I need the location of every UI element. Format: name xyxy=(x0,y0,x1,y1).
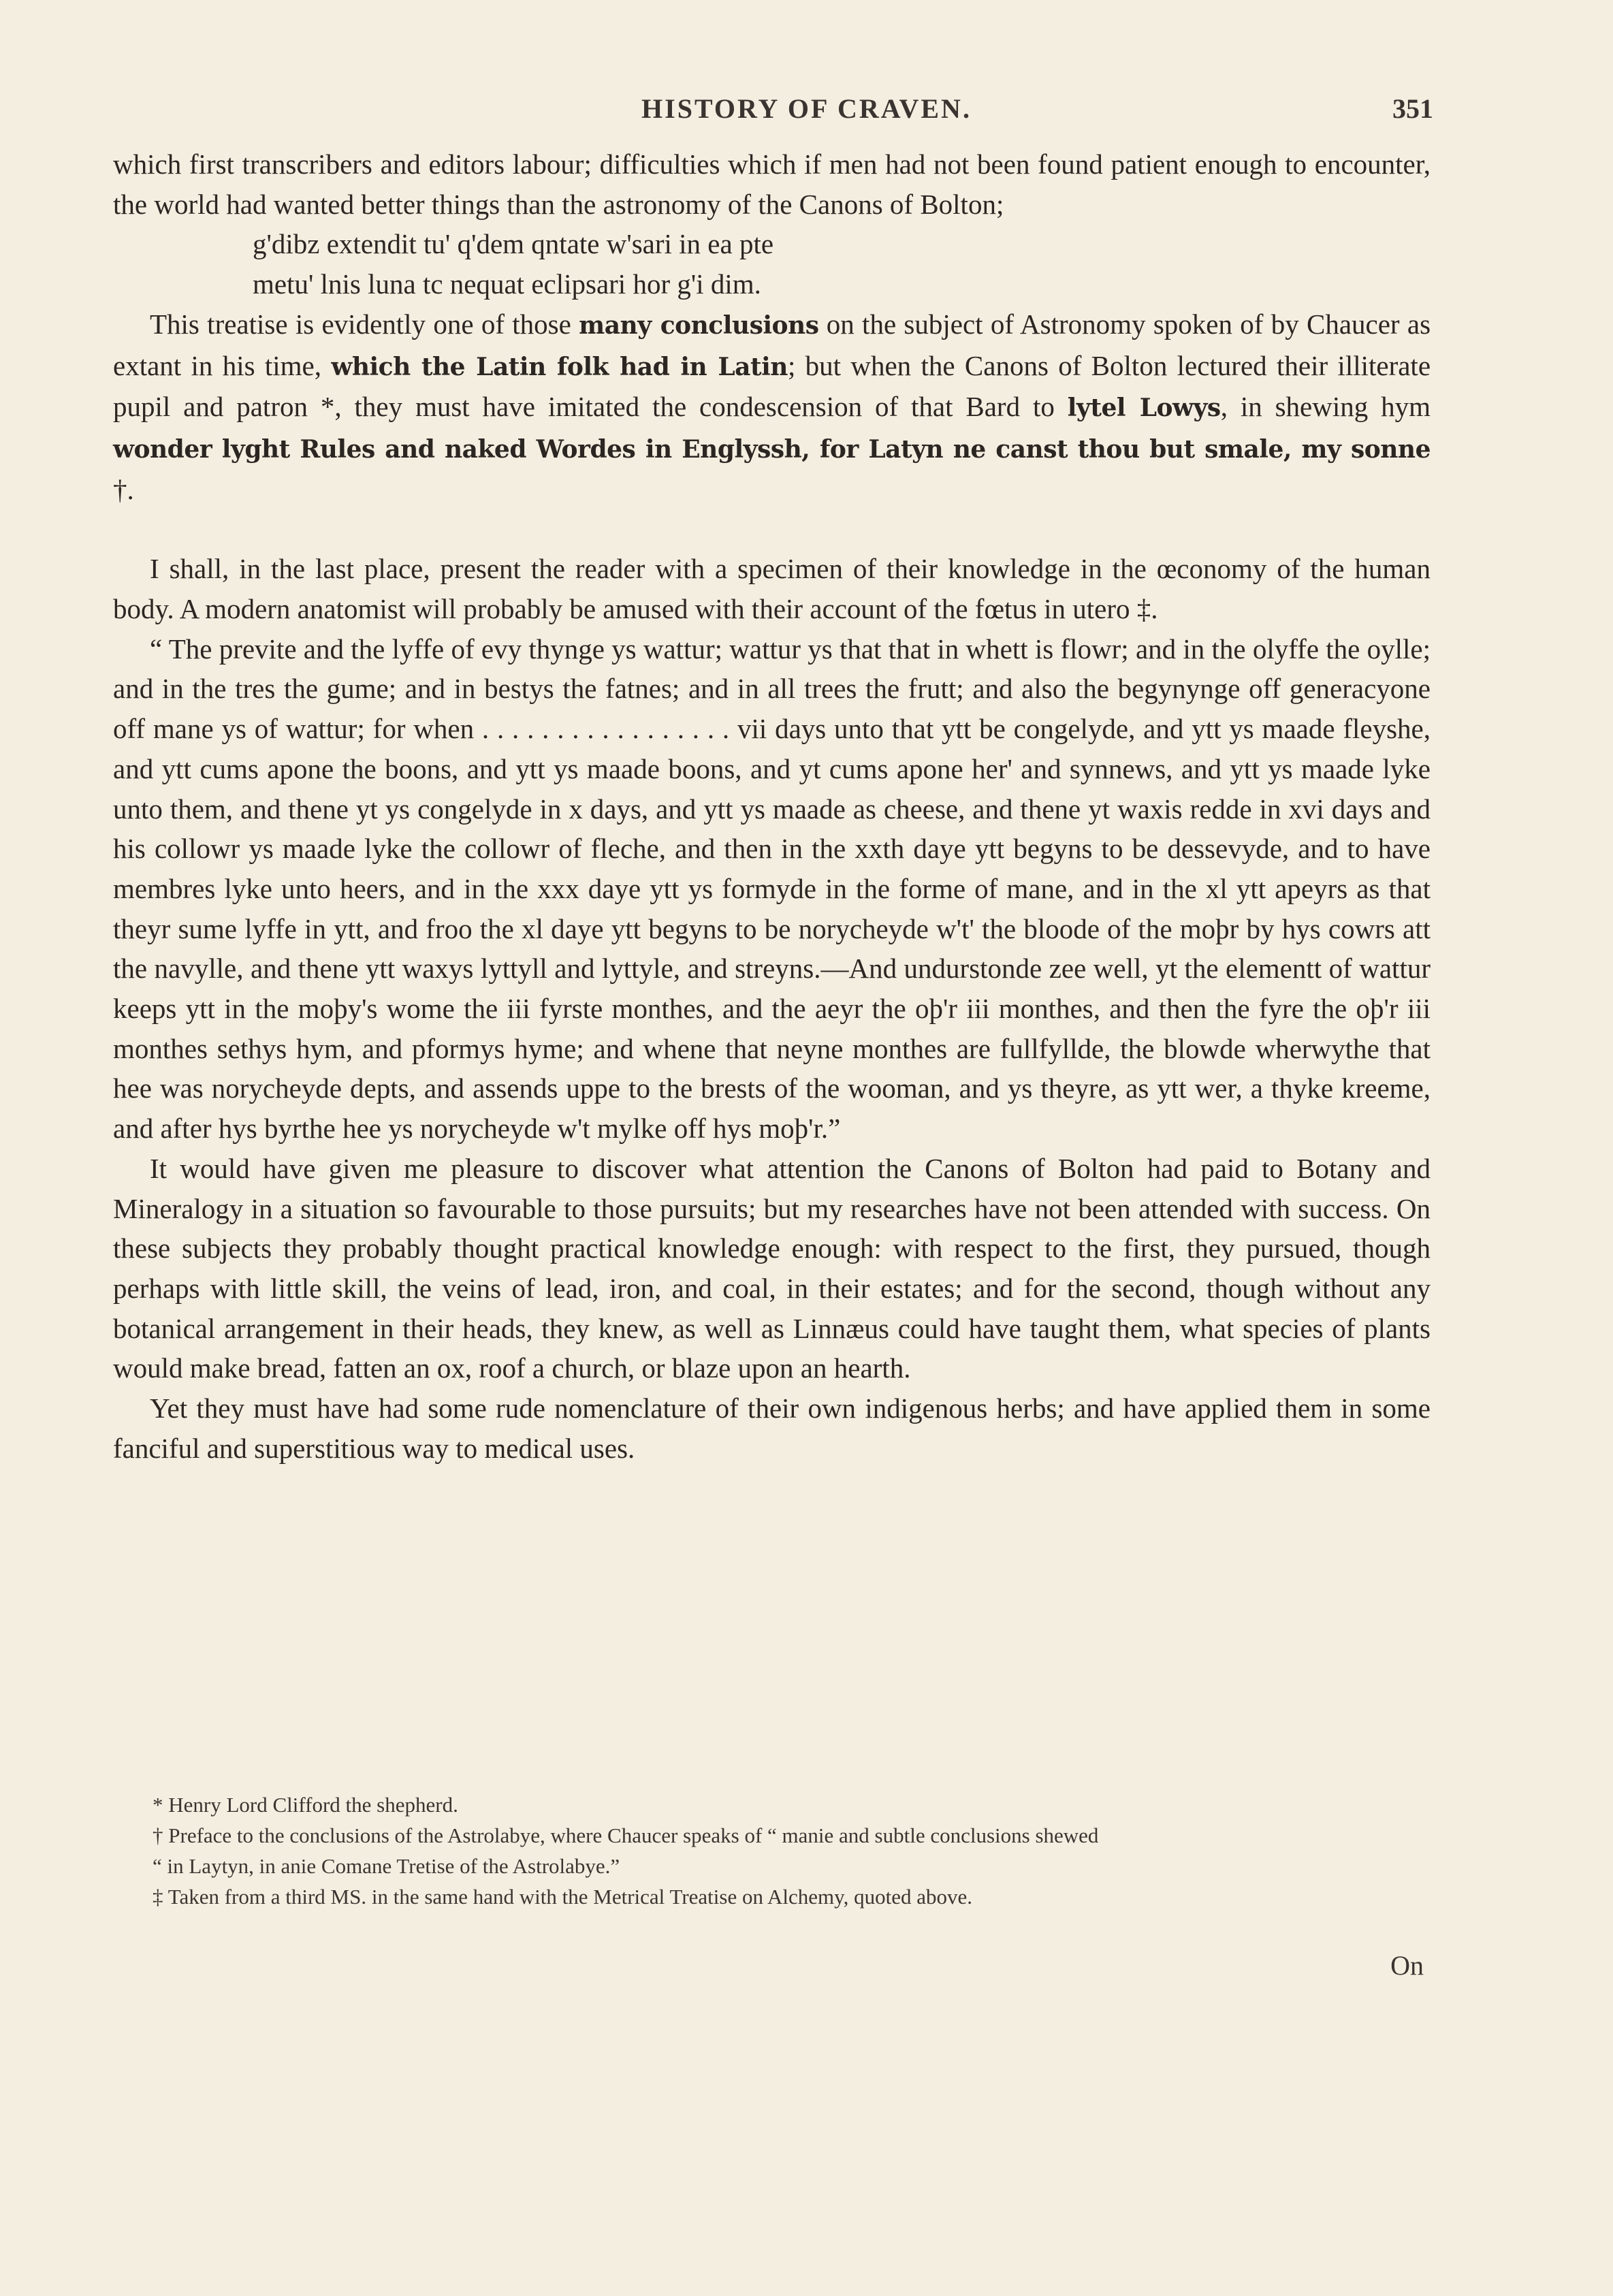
catchword: On xyxy=(1390,1950,1424,1981)
black-letter-phrase: wonder lyght Rules and naked Wordes in Englyssh, for Latyn ne canst thou but smale, my sonne xyxy=(113,434,1431,464)
paragraph-botany: It would have given me pleasure to discover what attention the Canons of Bolton had paid to Botany and Mineralogy in a situation so favourable to those pursuits; but my researches have not been attended with success. On these subjects they probably thought practical knowledge enough: with respect to the first, they pursued, though perhaps with little skill, the veins of lead, iron, and coal, in their estates; and for the second, though without any botanical arrangement in their heads, they knew, as well as Linnæus could have taught them, what species of plants would make bread, fatten an ox, roof a church, or blaze upon an hearth. xyxy=(113,1152,1431,1384)
black-letter-phrase: many conclusions xyxy=(579,310,819,340)
paragraph-continuation: which first transcribers and editors labour; difficulties which if men had not been found patient enough to encounter, the world had wanted better things than the astronomy of the Canons of Bolton; xyxy=(113,148,1431,220)
paragraph-herbs: Yet they must have had some rude nomenclature of their own indigenous herbs; and have applied them in some fanciful and superstitious way to medical uses. xyxy=(113,1392,1431,1464)
main-text xyxy=(113,144,1431,1469)
quoted-passage: “ The previte and the lyffe of evy thynge ys wattur; wattur ys that that in whett is flowr; and in the olyffe the oylle; and in the tres the gume; and in bestys the fatnes; and in all trees the frutt; and also the begynynge off generacyone off mane ys of wattur; for when . . . . . . . . . . . . . . . . . vii days unto that ytt be congelyde, and ytt ys maade fleyshe, and ytt cums apone the boons, and ytt ys maade boons, and yt cums apone her' and synnews, and ytt ys maade lyke unto them, and thene yt ys congelyde in x days, and ytt ys maade as cheese, and thene yt waxis redde in xvi days and his collowr ys maade lyke the collowr of fleche, and then in the xxth daye ytt begyns to be dessevyde, and to have membres lyke unto heers, and in the xxx daye ytt ys formyde in the forme of mane, and in the xl ytt apeyrs as that theyr sume lyffe in ytt, and froo the xl daye ytt begyns to be norycheyde w't' the bloode of the moþr by hys cowrs att the navylle, and thene ytt waxys lyttyll and lyttyle, and streyns.—And undurstonde zee well, yt the elementt of wattur keeps ytt in the moþy's wome the iii fyrste monthes, and the aeyr the oþ'r iii monthes, and then the fyre the oþ'r iii monthes sethys hym, and pformys hyme; and whene that neyne monthes are fullfyllde, the blowde wherwythe that hee was norycheyde depts, and assends uppe to the brests of the wooman, and ys theyre, as ytt wer, a thyke kreeme, and after hys byrthe hee ys norycheyde w't mylke off hys moþ'r.” xyxy=(113,633,1431,1145)
footnote-2: † Preface to the conclusions of the Astrolabye, where Chaucer speaks of “ manie and subtle conclusions shewed xyxy=(153,1823,1099,1847)
footnotes xyxy=(113,1789,1431,1912)
black-letter-phrase: lytel Lowys xyxy=(1067,394,1221,423)
footnote-1: * Henry Lord Clifford the shepherd. xyxy=(153,1793,458,1817)
text-segment: on the subject of Astronomy spoken of by Chaucer as extant in his time, xyxy=(113,308,1431,381)
footnote-3: ‡ Taken from a third MS. in the same hand with the Metrical Treatise on Alchemy, quoted above. xyxy=(153,1885,973,1909)
paragraph-treatise xyxy=(113,304,1431,510)
text-segment: ; but when the Canons of Bolton lectured their illiterate pupil and patron *, they must have imitated the condescension of that Bard to xyxy=(113,349,1431,423)
black-letter-phrase: which the Latin folk had in Latin xyxy=(331,352,788,381)
text-segment: This treatise is evidently one of those xyxy=(150,308,571,340)
page-header xyxy=(0,93,1613,133)
running-title: HISTORY OF CRAVEN. xyxy=(641,93,972,124)
footnote-2-continuation: “ in Laytyn, in anie Comane Tretise of the Astrolabye.” xyxy=(153,1854,620,1878)
latin-quote-line-2: metu' lnis luna tc nequat eclipsari hor g'i dim. xyxy=(253,268,761,300)
page-number: 351 xyxy=(1392,93,1433,124)
text-segment: , in shewing hym xyxy=(1220,391,1431,423)
paragraph-gap xyxy=(113,509,1431,549)
text-segment: †. xyxy=(113,473,134,505)
latin-quote-line-1: g'dibz extendit tu' q'dem qntate w'sari in ea pte xyxy=(253,228,774,260)
paragraph-anatomy: I shall, in the last place, present the reader with a specimen of their knowledge in the œconomy of the human body. A modern anatomist will probably be amused with their account of the fœtus in utero ‡. xyxy=(113,553,1431,625)
